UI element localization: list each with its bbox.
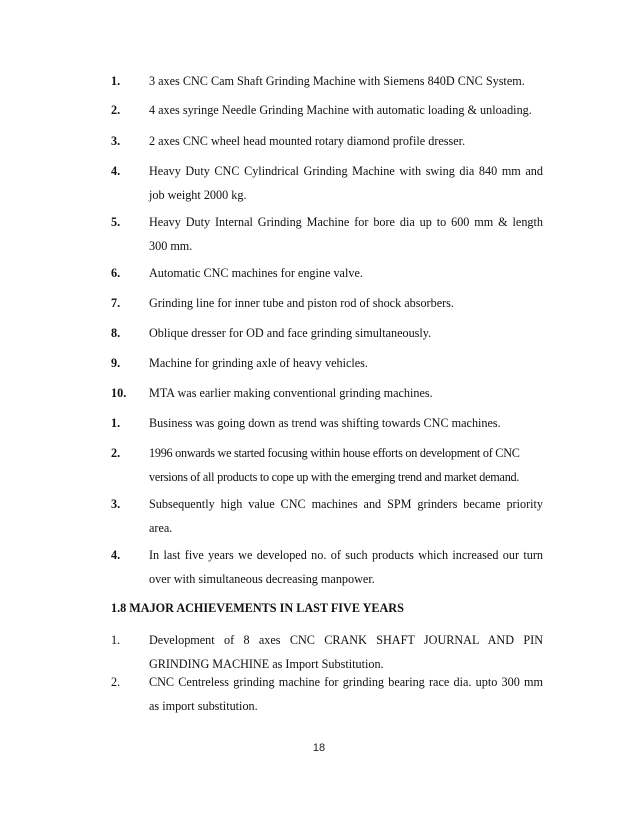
item-number: 1.	[111, 74, 121, 88]
item-text: area.	[149, 521, 173, 535]
item-text: Oblique dresser for OD and face grinding simultaneously.	[149, 326, 432, 340]
item-number: 1.	[111, 633, 121, 647]
item-text: 1996 onwards we started focusing within house efforts on development of CNC	[149, 446, 520, 460]
item-text: MTA was earlier making conventional grinding machines.	[149, 386, 433, 400]
item-text: job weight 2000 kg.	[149, 188, 247, 202]
section-heading: 1.8 MAJOR ACHIEVEMENTS IN LAST FIVE YEARS	[111, 601, 404, 615]
item-text: versions of all products to cope up with the emerging trend and market demand.	[149, 470, 520, 484]
item-text: CNC Centreless grinding machine for grinding bearing race dia. upto 300 mm	[149, 675, 543, 689]
item-number: 10.	[111, 386, 127, 400]
item-number: 2.	[111, 446, 121, 460]
item-text: over with simultaneous decreasing manpower.	[149, 572, 375, 586]
item-number: 3.	[111, 497, 121, 511]
item-number: 1.	[111, 416, 121, 430]
item-number: 9.	[111, 356, 121, 370]
item-text: 3 axes CNC Cam Shaft Grinding Machine with Siemens 840D CNC System.	[149, 74, 525, 88]
item-text: In last five years we developed no. of such products which increased our turn	[149, 548, 543, 562]
item-text: Grinding line for inner tube and piston rod of shock absorbers.	[149, 296, 454, 310]
item-number: 3.	[111, 134, 121, 148]
item-text: GRINDING MACHINE as Import Substitution.	[149, 657, 384, 671]
item-number: 4.	[111, 548, 121, 562]
item-text: 2 axes CNC wheel head mounted rotary diamond profile dresser.	[149, 134, 466, 148]
page-number: 18	[312, 742, 326, 754]
item-number: 2.	[111, 675, 121, 689]
item-text: as import substitution.	[149, 699, 258, 713]
item-number: 8.	[111, 326, 121, 340]
item-text: Heavy Duty Internal Grinding Machine for bore dia up to 600 mm & length	[149, 215, 543, 229]
item-number: 4.	[111, 164, 121, 178]
item-text: Subsequently high value CNC machines and SPM grinders became priority	[149, 497, 543, 511]
item-text: 300 mm.	[149, 239, 193, 253]
item-text: 4 axes syringe Needle Grinding Machine with automatic loading & unloading.	[149, 103, 532, 117]
item-text: Development of 8 axes CNC CRANK SHAFT JOURNAL AND PIN	[149, 633, 543, 647]
item-text: Heavy Duty CNC Cylindrical Grinding Machine with swing dia 840 mm and	[149, 164, 543, 178]
item-text: Automatic CNC machines for engine valve.	[149, 266, 363, 280]
item-text: Business was going down as trend was shifting towards CNC machines.	[149, 416, 501, 430]
item-number: 5.	[111, 215, 121, 229]
item-text: Machine for grinding axle of heavy vehicles.	[149, 356, 368, 370]
item-number: 6.	[111, 266, 121, 280]
item-number: 7.	[111, 296, 121, 310]
item-number: 2.	[111, 103, 121, 117]
